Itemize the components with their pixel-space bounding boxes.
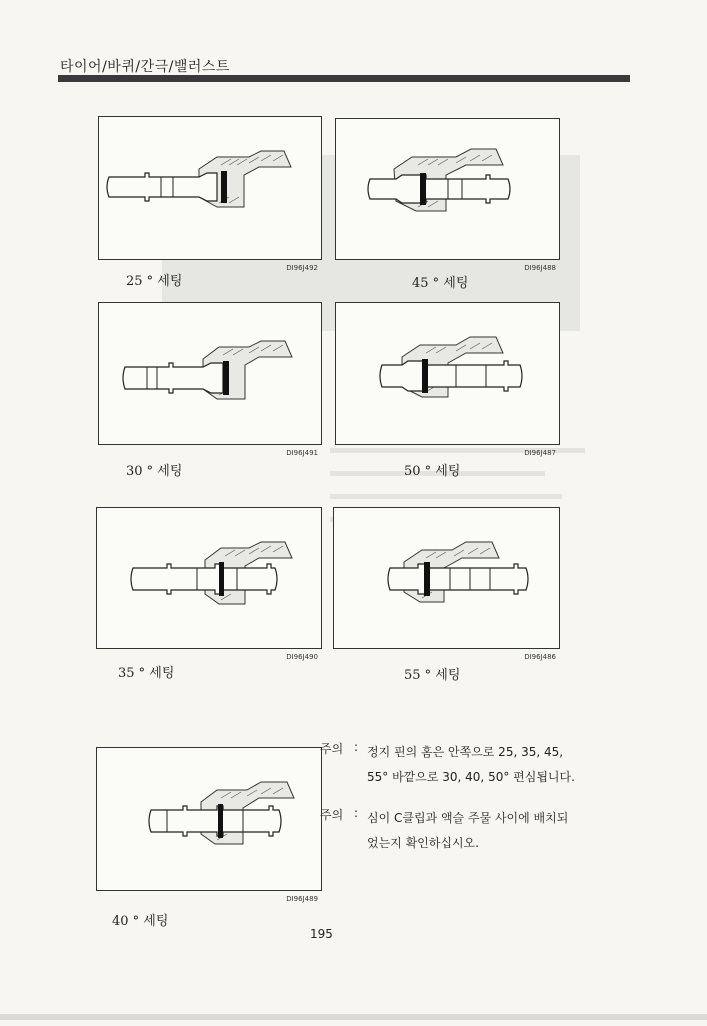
figure-caption: 35 ° 세팅 [118, 666, 175, 681]
figure-setting-5 [96, 507, 322, 661]
figure-caption: 45 ° 세팅 [412, 276, 469, 291]
figure-code: DI96J492 [286, 264, 318, 272]
figure-caption: 50 ° 세팅 [404, 464, 461, 479]
page-number: 195 [310, 927, 333, 941]
wheel-axle-diagram [97, 508, 321, 648]
figure-code: DI96J490 [286, 653, 318, 661]
figure-code: DI96J489 [286, 895, 318, 903]
caution-label: 주의 [320, 742, 344, 756]
caution-text: 심이 C클립과 액슬 주물 사이에 배치되었는지 확인하십시오. [367, 811, 569, 850]
caution-note-2 [320, 806, 580, 858]
figure-code: DI96J488 [524, 264, 556, 272]
figure-code: DI96J487 [524, 449, 556, 457]
caution-colon: : [354, 740, 359, 754]
figure-setting-1 [98, 116, 322, 272]
wheel-axle-diagram [336, 119, 559, 259]
figure-setting-3 [98, 302, 322, 457]
figure-caption: 25 ° 세팅 [126, 274, 183, 289]
figure-setting-4 [335, 302, 560, 457]
caution-label: 주의 [320, 808, 344, 822]
figure-code: DI96J491 [286, 449, 318, 457]
figure-setting-7 [96, 747, 322, 903]
header-rule [58, 75, 630, 82]
caution-colon: : [354, 806, 359, 820]
wheel-axle-diagram [97, 748, 321, 890]
wheel-axle-diagram [336, 303, 559, 444]
caution-text: 정지 핀의 홈은 안쪽으로 25, 35, 45, 55° 바깥으로 30, 40, 50° 편심됩니다. [367, 745, 575, 784]
figure-code: DI96J486 [524, 653, 556, 661]
footer-rule [0, 1014, 707, 1020]
wheel-axle-diagram [99, 303, 321, 444]
figure-caption: 30 ° 세팅 [126, 464, 183, 479]
figure-caption: 40 ° 세팅 [112, 914, 169, 929]
figure-caption: 55 ° 세팅 [404, 668, 461, 683]
wheel-axle-diagram [334, 508, 559, 648]
figure-setting-6 [333, 507, 560, 661]
figure-setting-2 [335, 118, 560, 272]
header-title: 타이어/바퀴/간극/밸러스트 [60, 59, 230, 75]
caution-note-1 [320, 740, 580, 816]
wheel-axle-diagram [99, 117, 321, 259]
